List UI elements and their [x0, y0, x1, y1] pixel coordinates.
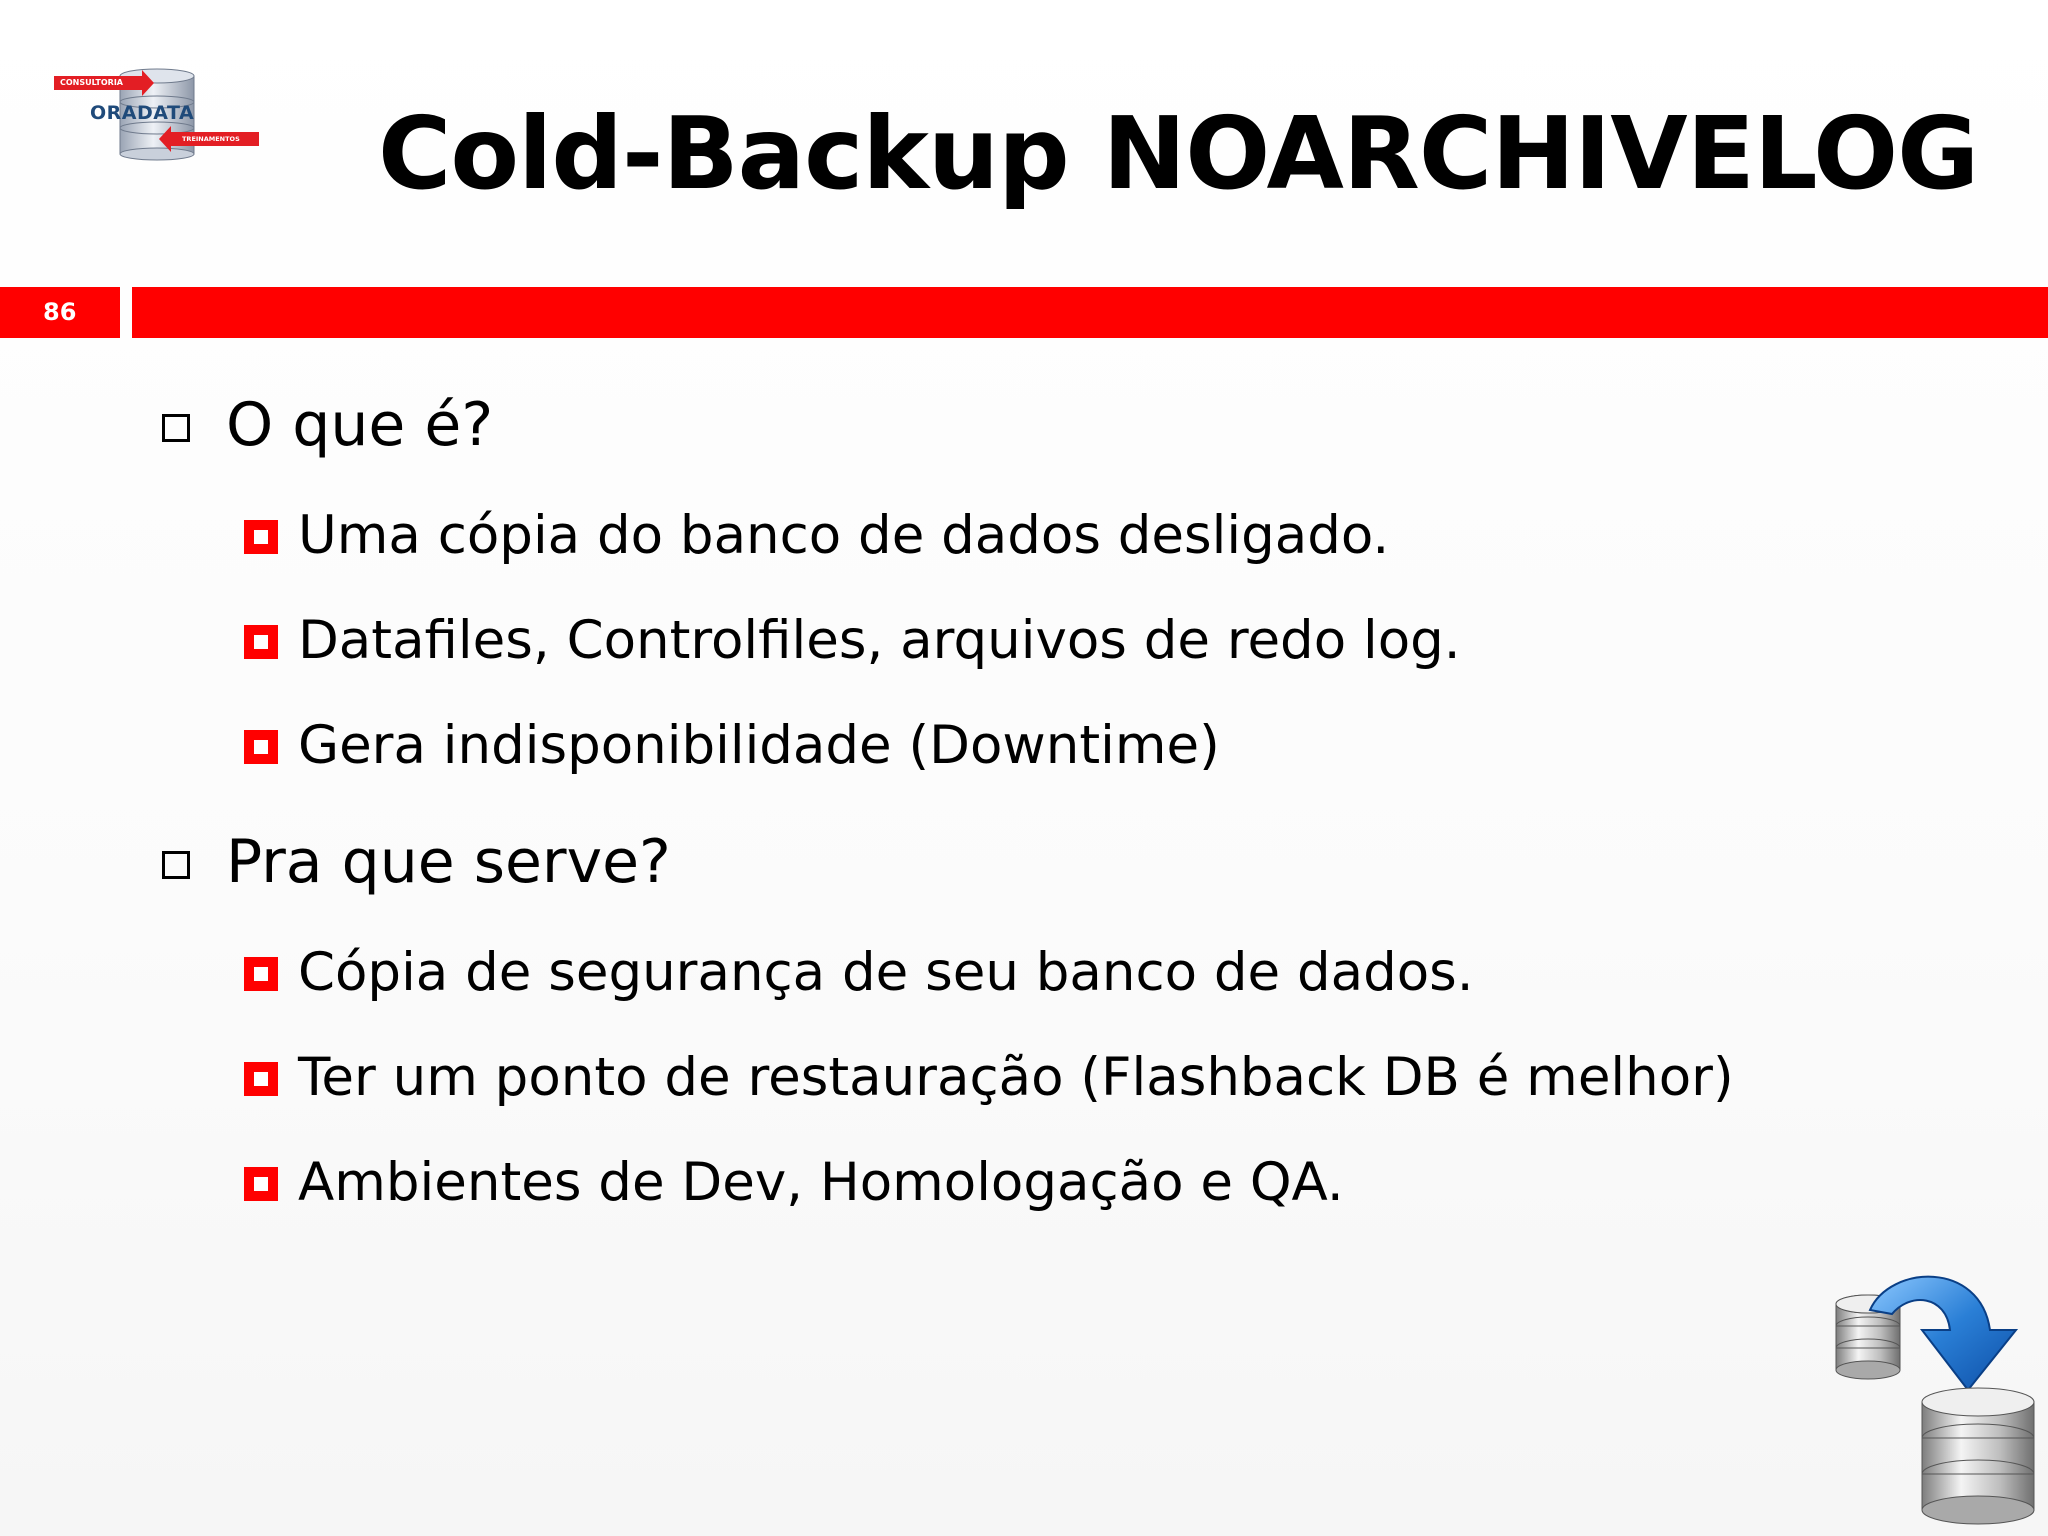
red-square-bullet-icon [244, 1167, 278, 1201]
database-transfer-graphic [1830, 1270, 2040, 1530]
section-heading: Pra que serve? [226, 827, 671, 897]
bullet-text: Datafiles, Controlfiles, arquivos de redo log. [298, 609, 1461, 671]
bullet-level2 [244, 1042, 1734, 1112]
hollow-square-bullet-icon [162, 414, 190, 442]
red-square-bullet-icon [244, 957, 278, 991]
bullet-level2 [244, 937, 1474, 1007]
bullet-level2 [244, 710, 1220, 780]
bullet-text: Cópia de segurança de seu banco de dados. [298, 941, 1474, 1003]
red-square-bullet-icon [244, 625, 278, 659]
bullet-level2 [244, 605, 1461, 675]
red-square-bullet-icon [244, 1062, 278, 1096]
database-transfer-icon [1830, 1270, 2040, 1530]
bullet-text: Gera indisponibilidade (Downtime) [298, 714, 1220, 776]
bullet-level1 [162, 822, 671, 902]
bullet-level2 [244, 500, 1389, 570]
logo-bottom-text: TREINAMENTOS [182, 135, 240, 143]
slide-title: Cold-Backup NOARCHIVELOG [378, 95, 1979, 212]
section-heading: O que é? [226, 390, 494, 460]
red-square-bullet-icon [244, 730, 278, 764]
red-square-bullet-icon [244, 520, 278, 554]
slide-number: 86 [0, 287, 120, 338]
bullet-level2 [244, 1147, 1344, 1217]
bullet-text: Uma cópia do banco de dados desligado. [298, 504, 1390, 566]
logo-name: ORADATA [90, 102, 195, 124]
bullet-text: Ambientes de Dev, Homologação e QA. [298, 1151, 1344, 1213]
bullet-level1 [162, 385, 493, 465]
bullet-text: Ter um ponto de restauração (Flashback DB é melhor) [298, 1046, 1734, 1108]
logo-top-text: CONSULTORIA [60, 78, 123, 87]
hollow-square-bullet-icon [162, 851, 190, 879]
